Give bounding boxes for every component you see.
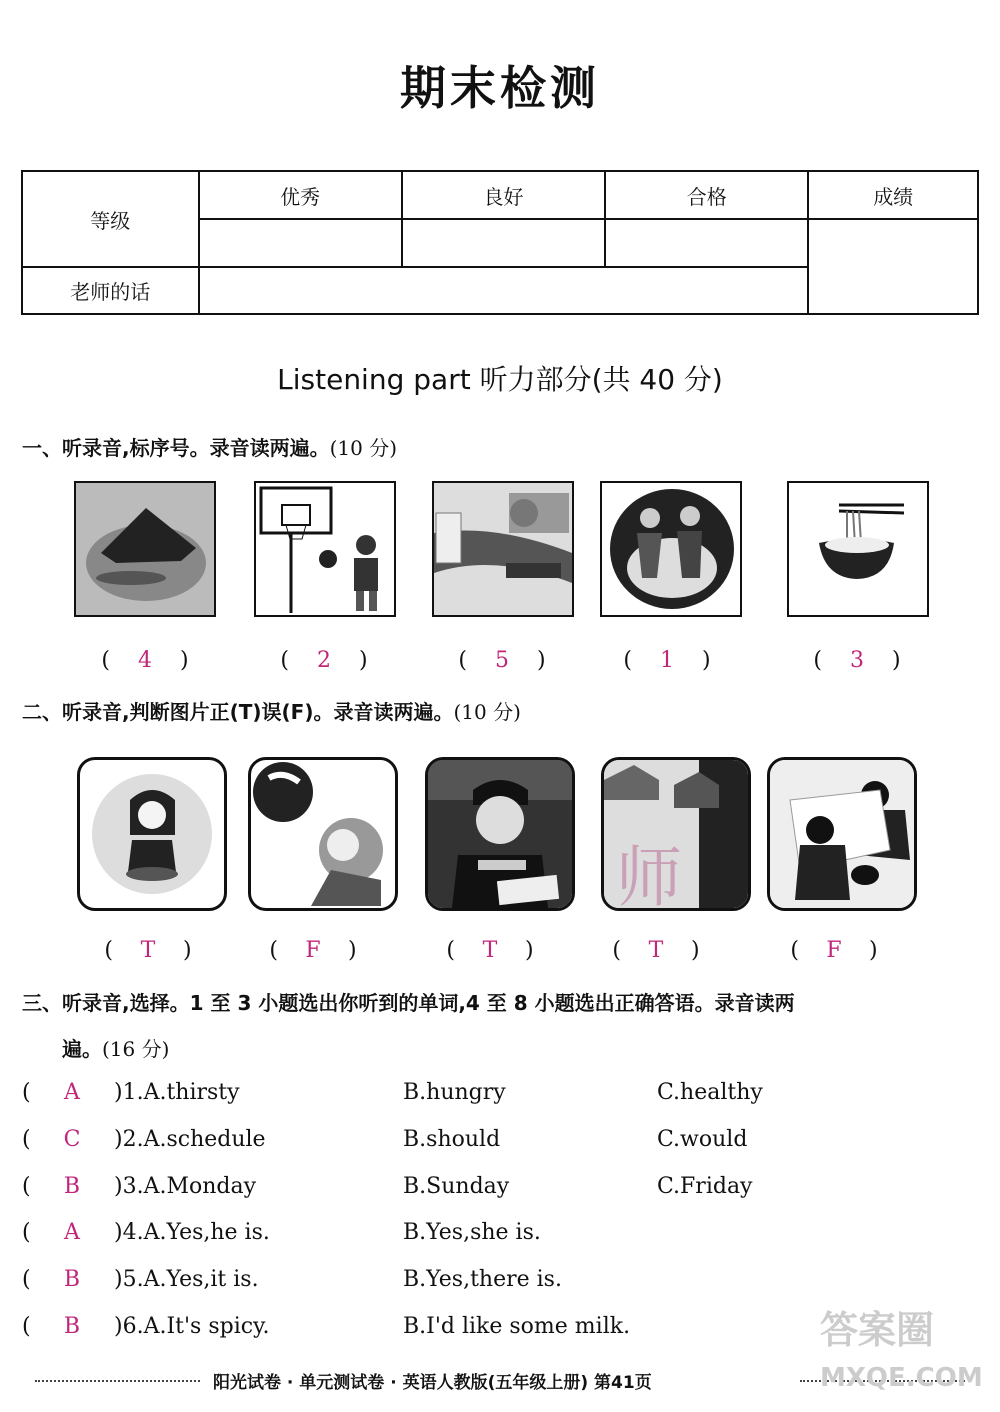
footer-dots-left	[35, 1380, 200, 1382]
answer-value: 5	[495, 648, 509, 673]
children-drawing-picture	[767, 757, 917, 911]
part1-heading	[22, 432, 397, 461]
question-option-c: C.Friday	[657, 1174, 753, 1199]
question-option-a	[114, 1080, 240, 1105]
svg-text:师: 师	[616, 839, 682, 908]
grade-level-pass: 合格	[605, 171, 808, 219]
part3-points: (16 分)	[102, 1037, 170, 1061]
watermark-text: 答案圈	[820, 1308, 935, 1352]
open-paren: (	[22, 1314, 31, 1339]
watermark-url: MXQE.COM	[820, 1363, 983, 1393]
answer-value: 3	[850, 648, 864, 673]
grade-level-good: 良好	[402, 171, 605, 219]
dancing-girls-picture	[600, 481, 742, 617]
question-row	[22, 1174, 982, 1208]
score-label: 成绩	[808, 171, 978, 219]
part2-answer-5: ( F )	[790, 938, 878, 963]
part3-heading-cont	[62, 1033, 169, 1062]
girl-eating-salad-picture	[77, 757, 227, 911]
question-option-c: C.healthy	[657, 1080, 763, 1105]
question-number: )1.	[114, 1080, 144, 1105]
question-option-b: B.I'd like some milk.	[403, 1314, 631, 1339]
question-option-a	[114, 1127, 266, 1152]
question-row	[22, 1080, 982, 1114]
question-answer: B	[63, 1174, 81, 1199]
question-option-a	[114, 1314, 270, 1339]
open-paren: (	[22, 1127, 31, 1152]
grade-table	[21, 170, 979, 315]
part1-answer-3: ( 5 )	[458, 648, 546, 673]
question-answer: A	[64, 1220, 80, 1245]
question-number: )6.	[114, 1314, 144, 1339]
grade-level-excellent: 优秀	[199, 171, 402, 219]
score-cell[interactable]	[808, 219, 978, 314]
teacher-comment-cell[interactable]	[199, 267, 809, 314]
option-a-text: A.Yes,it is.	[143, 1267, 259, 1292]
part2-answer-4: ( T )	[612, 938, 700, 963]
grade-label: 等级	[22, 171, 199, 267]
boy-drawing-picture	[425, 757, 575, 911]
option-a-text: A.schedule	[143, 1127, 266, 1152]
question-number: )3.	[114, 1174, 144, 1199]
page-title: 期末检测	[400, 61, 600, 115]
open-paren: (	[22, 1220, 31, 1245]
option-a-text: A.thirsty	[143, 1080, 240, 1105]
question-answer: C	[63, 1127, 81, 1152]
grade-cell-pass[interactable]	[605, 219, 808, 267]
question-option-b: B.should	[403, 1127, 501, 1152]
part1-answer-1: ( 4 )	[101, 648, 189, 673]
river-bridge-picture	[432, 481, 574, 617]
question-option-b: B.Yes,there is.	[403, 1267, 562, 1292]
teacher-comment-label: 老师的话	[22, 267, 199, 314]
part1-answer-4: ( 1 )	[623, 648, 711, 673]
dumplings-plate-picture	[74, 481, 216, 617]
footer-text: 阳光试卷 · 单元测试卷 · 英语人教版(五年级上册) 第41页	[213, 1373, 652, 1393]
question-option-a	[114, 1174, 256, 1199]
question-option-b: B.Sunday	[403, 1174, 510, 1199]
question-answer: A	[64, 1080, 80, 1105]
answer-value: 1	[660, 648, 674, 673]
answer-value: T	[648, 938, 664, 963]
part3-heading: 三、听录音,选择。1 至 3 小题选出你听到的单词,4 至 8 小题选出正确答语。录音读两	[22, 991, 795, 1015]
answer-value: F	[305, 938, 321, 963]
part2-answer-1: ( T )	[104, 938, 192, 963]
houses-teacher-picture	[601, 757, 751, 911]
option-a-text: A.Yes,he is.	[143, 1220, 270, 1245]
open-paren: (	[22, 1174, 31, 1199]
watermark	[820, 1310, 983, 1398]
answer-value: F	[826, 938, 842, 963]
noodles-bowl-picture	[787, 481, 929, 617]
answer-value: T	[482, 938, 498, 963]
part2-heading	[22, 696, 521, 725]
part2-answer-2: ( F )	[269, 938, 357, 963]
option-a-text: A.Monday	[143, 1174, 257, 1199]
question-answer: B	[63, 1267, 81, 1292]
question-row	[22, 1267, 982, 1301]
question-option-c: C.would	[657, 1127, 748, 1152]
question-number: )2.	[114, 1127, 144, 1152]
listening-section-title: Listening part 听力部分(共 40 分)	[277, 363, 723, 396]
question-option-b: B.Yes,she is.	[403, 1220, 541, 1245]
part2-answer-3: ( T )	[446, 938, 534, 963]
part3-heading-cont-text: 遍。	[62, 1037, 102, 1061]
part2-heading-text: 二、听录音,判断图片正(T)误(F)。录音读两遍。	[22, 700, 454, 724]
question-option-b: B.hungry	[403, 1080, 506, 1105]
question-number: )4.	[114, 1220, 144, 1245]
open-paren: (	[22, 1267, 31, 1292]
open-paren: (	[22, 1080, 31, 1105]
question-number: )5.	[114, 1267, 144, 1292]
answer-value: T	[140, 938, 156, 963]
question-option-a	[114, 1267, 259, 1292]
grade-cell-good[interactable]	[402, 219, 605, 267]
boy-with-ball-picture	[248, 757, 398, 911]
part2-points: (10 分)	[453, 700, 521, 724]
question-row	[22, 1220, 982, 1254]
option-a-text: A.It's spicy.	[143, 1314, 270, 1339]
part1-heading-text: 一、听录音,标序号。录音读两遍。	[22, 436, 330, 460]
part1-answer-5: ( 3 )	[813, 648, 901, 673]
question-answer: B	[63, 1314, 81, 1339]
question-option-a	[114, 1220, 270, 1245]
answer-value: 2	[317, 648, 331, 673]
question-row	[22, 1127, 982, 1161]
grade-cell-excellent[interactable]	[199, 219, 402, 267]
basketball-boy-picture	[254, 481, 396, 617]
part1-points: (10 分)	[329, 436, 398, 460]
answer-value: 4	[138, 648, 152, 673]
part1-answer-2: ( 2 )	[280, 648, 368, 673]
